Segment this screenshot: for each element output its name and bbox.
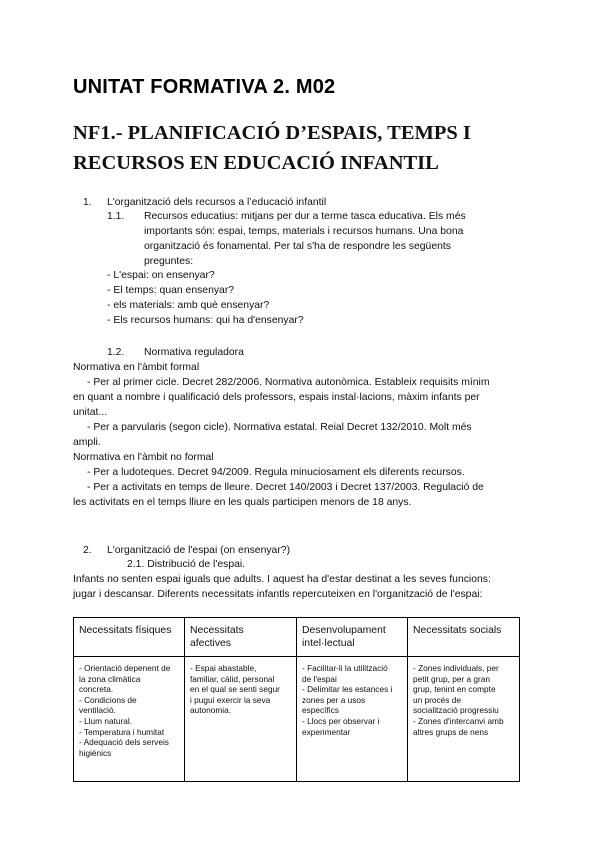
text-line: importants són: espai, temps, materials i recursos humans. Una bona — [144, 226, 464, 237]
cell-line: i pugui exercir la seva — [190, 694, 271, 705]
cell-line: - Zones individuals, per — [413, 663, 499, 673]
header-line: Necessitats físiques — [79, 625, 172, 636]
unit-title: UNITAT FORMATIVA 2. M02 — [73, 76, 336, 98]
text-line: - Per a parvularis (segon cicle). Normativa estatal. Reial Decret 132/2010. Molt més — [87, 422, 472, 433]
header-physical-needs — [74, 618, 185, 657]
cell-line: grup, tenint en compte — [413, 684, 496, 695]
text-line: - Per a activitats en temps de lleure. Decret 140/2003 i Decret 137/2003. Regulació de — [87, 482, 484, 493]
section-title: NF1.- PLANIFICACIÓ D’ESPAIS, TEMPS I RECURSOS EN EDUCACIÓ INFANTIL — [73, 122, 471, 174]
text-line: en quant a nombre i qualificació dels professors, espais instal·lacions, màxim infants per — [73, 392, 480, 403]
section-1-heading: L'organització dels recursos a l’educació infantil — [107, 197, 327, 208]
header-line: Necessitats — [190, 625, 244, 636]
cell-line: - Facilitar-li la utilització — [302, 663, 388, 673]
cell-line: - Adequació dels serveis — [79, 737, 169, 748]
cell-line: - Delimitar les estances i — [302, 684, 393, 695]
header-line: afectives — [190, 638, 232, 649]
list-item: - El temps: quan ensenyar? — [107, 285, 235, 296]
cell-line: - Temperatura i humitat — [79, 726, 165, 737]
cell-line: - Condicions de — [79, 694, 137, 705]
header-line: Desenvolupament — [302, 625, 386, 636]
cell-intellectual-development — [297, 657, 408, 782]
cell-social-needs — [408, 657, 520, 782]
header-line: intel·lectual — [302, 638, 355, 649]
cell-line: - Llum natural. — [79, 715, 133, 726]
cell-line: higiènics — [79, 747, 112, 758]
cell-line: un procés de — [413, 694, 461, 705]
section-2-heading: L'organització de l'espai (on ensenyar?) — [107, 545, 291, 556]
subsection-2-1-heading: 2.1. Distribució de l'espai. — [127, 559, 246, 570]
cell-line: - Zones d'intercanvi amb — [413, 715, 504, 726]
text-line: les activitats en el temps lliure en les quals participen menors de 18 anys. — [73, 497, 412, 508]
formal-normative-block — [73, 360, 533, 510]
subsection-1-2-heading: Normativa reguladora — [144, 347, 244, 358]
header-affective-needs — [185, 618, 297, 657]
text-line: Recursos educatius: mitjans per dur a terme tasca educativa. Els més — [144, 211, 466, 222]
cell-line: - Llocs per observar i — [302, 715, 380, 726]
subsection-1-2-number: 1.2. — [107, 347, 125, 358]
subsection-1-1-text — [144, 209, 534, 269]
text-line: preguntes: — [144, 256, 194, 267]
cell-affective-needs — [185, 657, 297, 782]
list-item: - L'espai: on ensenyar? — [107, 270, 215, 281]
cell-line: - Orientació depenent de — [79, 663, 171, 673]
text-line: Infants no senten espai iguals que adults. I aquest ha d'estar destinat a les seves funcions: — [73, 574, 491, 585]
text-line: - Per al primer cicle. Decret 282/2006. Normativa autonòmica. Estableix requisits mínim — [87, 377, 490, 388]
header-social-needs — [408, 618, 520, 657]
subsection-1-1-number: 1.1. — [107, 211, 125, 222]
needs-table — [73, 617, 520, 782]
section-1-number: 1. — [83, 197, 92, 208]
cell-line: zones per a usos — [302, 694, 366, 705]
list-item: - els materials: amb què ensenyar? — [107, 300, 270, 311]
cell-line: altres grups de nens — [413, 726, 489, 737]
header-line: Necessitats socials — [413, 625, 502, 636]
formal-label: Normativa en l'àmbit formal — [73, 362, 200, 373]
list-item: - Els recursos humans: qui ha d'ensenyar? — [107, 315, 304, 326]
nonformal-label: Normativa en l'àmbit no formal — [73, 452, 214, 463]
cell-line: socialització progressiu — [413, 705, 499, 716]
text-line: unitat... — [73, 407, 108, 418]
cell-line: de l'espai — [302, 673, 337, 684]
cell-line: en el qual se senti segur — [190, 684, 280, 695]
section-2-number: 2. — [83, 545, 92, 556]
cell-line: concreta. — [79, 684, 114, 695]
table-header-row — [74, 618, 520, 657]
text-line: organització és fonamental. Per tal s'ha de respondre les següents — [144, 241, 451, 252]
cell-line: petit grup, per a gran — [413, 673, 491, 684]
cell-line: familiar, càlid, personal — [190, 673, 275, 684]
cell-line: específics — [302, 705, 339, 716]
header-intellectual-development — [297, 618, 408, 657]
cell-line: ventilació. — [79, 705, 116, 716]
text-line: - Per a ludoteques. Decret 94/2009. Regula minuciosament els diferents recursos. — [87, 467, 465, 478]
questions-list — [107, 268, 304, 328]
cell-physical-needs — [74, 657, 185, 782]
table-row — [74, 657, 520, 782]
cell-line: experimentar — [302, 726, 351, 737]
cell-line: la zona climàtica — [79, 673, 141, 684]
text-line: ampli. — [73, 437, 101, 448]
section-2-intro — [73, 572, 533, 602]
text-line: jugar i descansar. Diferents necessitats infantls repercuteixen en l'organització de l'espai: — [73, 589, 483, 600]
cell-line: autonomia. — [190, 705, 232, 716]
cell-line: - Espai abastable, — [190, 663, 257, 673]
